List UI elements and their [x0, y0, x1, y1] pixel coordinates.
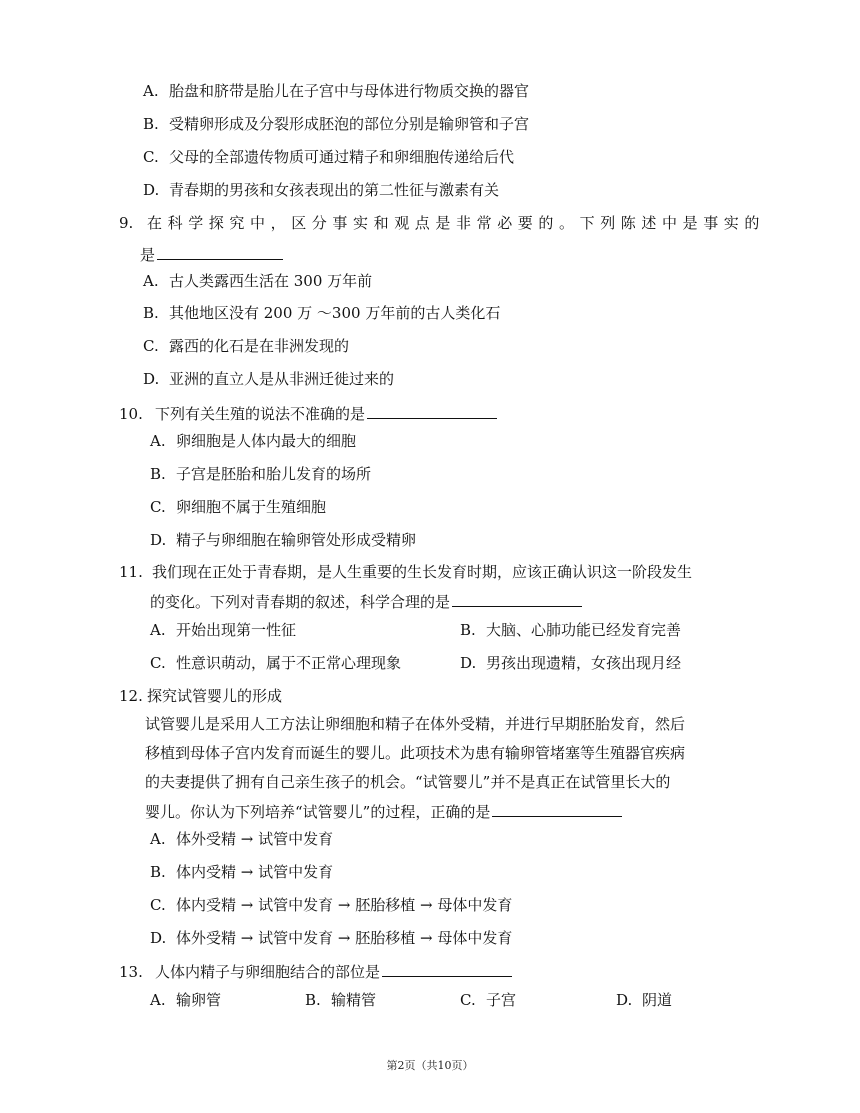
q13-option-a: A. 输卵管 [150, 991, 222, 1009]
answer-blank[interactable] [382, 961, 512, 977]
page-footer: 第2页（共10页） [386, 1059, 474, 1072]
answer-blank[interactable] [157, 244, 283, 260]
answer-blank[interactable] [367, 403, 497, 419]
q12-option-d: D. 体外受精 → 试管中发育 → 胚胎移植 → 母体中发育 [150, 929, 513, 947]
q11-stem: 11. 我们现在正处于青春期，是人生重要的生长发育时期，应该正确认识这一阶段发生 [119, 563, 693, 581]
q8-option-b: B. 受精卵形成及分裂形成胚泡的部位分别是输卵管和子宫 [143, 115, 530, 133]
q8-option-c: C. 父母的全部遗传物质可通过精子和卵细胞传递给后代 [143, 148, 515, 166]
answer-blank[interactable] [452, 591, 582, 607]
q13-option-b: B. 输精管 [305, 991, 377, 1009]
q13-stem: 13. 人体内精子与卵细胞结合的部位是 [119, 961, 512, 982]
q12-para-line: 试管婴儿是采用人工方法让卵细胞和精子在体外受精，并进行早期胚胎发育，然后 [145, 715, 686, 733]
q11-option-d: D. 男孩出现遗精，女孩出现月经 [460, 654, 682, 672]
q10-option-b: B. 子宫是胚胎和胎儿发育的场所 [150, 465, 372, 483]
q9-option-d: D. 亚洲的直立人是从非洲迁徙过来的 [143, 370, 395, 388]
q11-option-b: B. 大脑、心肺功能已经发育完善 [460, 621, 682, 639]
q8-option-d: D. 青春期的男孩和女孩表现出的第二性征与激素有关 [143, 181, 500, 199]
q13-option-d: D. 阴道 [616, 991, 673, 1009]
q9-stem-line2: 是 [140, 244, 283, 265]
q9-option-c: C. 露西的化石是在非洲发现的 [143, 337, 350, 355]
q9-option-b: B. 其他地区没有 200 万 ～300 万年前的古人类化石 [143, 304, 501, 322]
q12-title: 12. 探究试管婴儿的形成 [119, 687, 283, 705]
q12-para-line: 婴儿。你认为下列培养“试管婴儿”的过程，正确的是 [145, 801, 622, 822]
q12-para-line: 移植到母体子宫内发育而诞生的婴儿。此项技术为患有输卵管堵塞等生殖器官疾病 [145, 744, 686, 762]
q10-option-d: D. 精子与卵细胞在输卵管处形成受精卵 [150, 531, 417, 549]
q13-option-c: C. 子宫 [460, 991, 517, 1009]
q11-option-c: C. 性意识萌动，属于不正常心理现象 [150, 654, 402, 672]
q9-option-a: A. 古人类露西生活在 300 万年前 [143, 272, 373, 290]
q12-option-b: B. 体内受精 → 试管中发育 [150, 863, 334, 881]
q10-stem: 10. 下列有关生殖的说法不准确的是 [119, 403, 497, 424]
q10-option-a: A. 卵细胞是人体内最大的细胞 [150, 432, 357, 450]
q9-stem: 9. 在科学探究中，区分事实和观点是非常必要的。下列陈述中是事实的 [119, 214, 766, 232]
q8-option-a: A. 胎盘和脐带是胎儿在子宫中与母体进行物质交换的器官 [143, 82, 530, 100]
q12-para-line: 的夫妻提供了拥有自己亲生孩子的机会。“试管婴儿”并不是真正在试管里长大的 [145, 773, 671, 791]
q11-stem-line2: 的变化。下列对青春期的叙述，科学合理的是 [150, 591, 582, 612]
q12-option-a: A. 体外受精 → 试管中发育 [150, 830, 334, 848]
answer-blank[interactable] [492, 801, 622, 817]
q10-option-c: C. 卵细胞不属于生殖细胞 [150, 498, 327, 516]
q12-option-c: C. 体内受精 → 试管中发育 → 胚胎移植 → 母体中发育 [150, 896, 513, 914]
q11-option-a: A. 开始出现第一性征 [150, 621, 297, 639]
